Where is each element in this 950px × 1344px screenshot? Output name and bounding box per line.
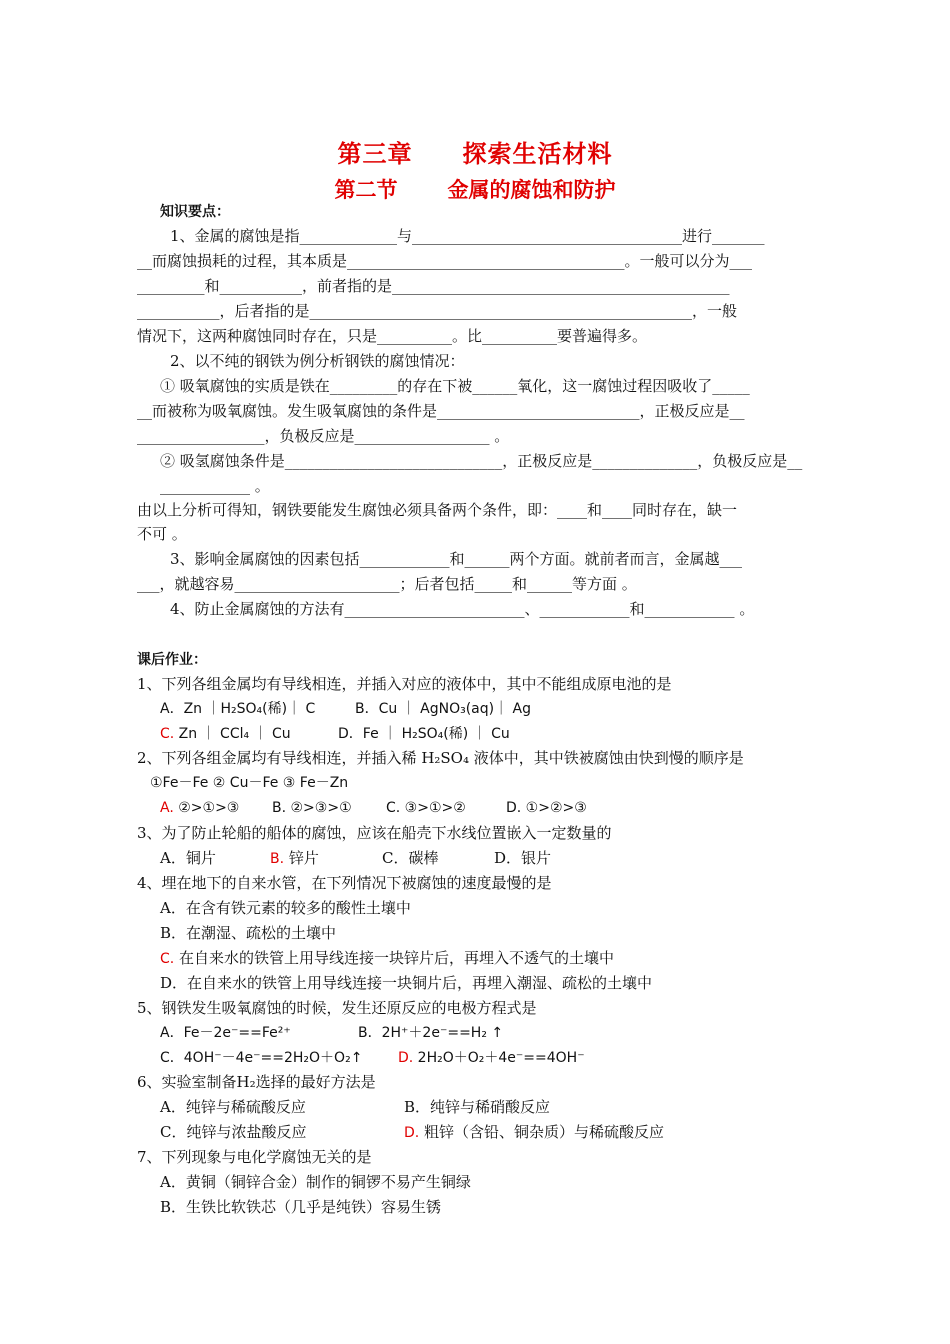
- knowledge-line: ____________ 。: [160, 477, 270, 495]
- knowledge-line: 情况下，这两种腐蚀同时存在，只是__________。比__________要普遍得多。: [137, 327, 648, 345]
- question-1-options-row2: [160, 722, 835, 747]
- chapter-name: 探索生活材料: [462, 140, 613, 168]
- knowledge-line: 3、影响金属腐蚀的因素包括____________和______两个方面。就前者而言，金属越___: [170, 550, 743, 568]
- knowledge-line: 不可 。: [137, 525, 187, 543]
- knowledge-line: 由以上分析可得知，钢铁要能发生腐蚀必须具备两个条件，即：____和____同时存在，缺一: [137, 501, 738, 519]
- question-2-options: [160, 796, 835, 821]
- question-1-stem: 1、下列各组金属均有导线相连，并插入对应的液体中，其中不能组成原电池的是: [137, 675, 672, 693]
- option-d: D．银片: [494, 849, 552, 867]
- section-name: 金属的腐蚀和防护: [447, 178, 616, 202]
- option-d-letter: D.: [404, 1125, 420, 1141]
- option-c: C．4OH⁻－4e⁻==2H₂O＋O₂↑: [160, 1050, 363, 1066]
- chapter-number: 第三章: [337, 140, 413, 168]
- knowledge-line: __而被称为吸氧腐蚀。发生吸氧腐蚀的条件是___________________________，正极反应是__: [137, 402, 745, 420]
- knowledge-line: ___，就越容易______________________；后者包括_____和______等方面 。: [137, 575, 637, 593]
- homework-heading: 课后作业：: [137, 652, 207, 668]
- option-a: ②>①>③: [173, 800, 240, 816]
- option-a: A．黄铜（铜锌合金）制作的铜锣不易产生铜绿: [160, 1173, 471, 1191]
- question-3-stem: 3、为了防止轮船的船体的腐蚀，应该在船壳下水线位置嵌入一定数量的: [137, 824, 612, 842]
- knowledge-line: _________________，负极反应是__________________ 。: [137, 427, 510, 445]
- question-2-items: ①Fe－Fe ② Cu－Fe ③ Fe－Zn: [150, 775, 349, 791]
- option-a-letter: A.: [160, 800, 174, 816]
- option-d: 粗锌（含铅、铜杂质）与稀硫酸反应: [419, 1123, 665, 1141]
- knowledge-line: __而腐蚀损耗的过程，其本质是_____________________________________。一般可以分为___: [137, 252, 753, 270]
- option-c: 在自来水的铁管上用导线连接一块锌片后，再埋入不透气的土壤中: [174, 949, 615, 967]
- option-d: D. ①>②>③: [506, 800, 587, 816]
- option-d-letter: D.: [398, 1050, 414, 1066]
- chapter-title: [0, 134, 950, 169]
- question-7-stem: 7、下列现象与电化学腐蚀无关的是: [137, 1148, 372, 1166]
- knowledge-line: ① 吸氧腐蚀的实质是铁在_________的存在下被______氧化，这一腐蚀过程因吸收了_____: [160, 377, 750, 395]
- question-5-options-row1: [160, 1021, 835, 1046]
- question-4-stem: 4、埋在地下的自来水管，在下列情况下被腐蚀的速度最慢的是: [137, 874, 552, 892]
- knowledge-line: _________和___________，前者指的是_____________________________________________: [137, 277, 730, 295]
- section-number: 第二节: [334, 178, 398, 202]
- question-1-options-row1: [160, 697, 835, 722]
- knowledge-line: 2、以不纯的钢铁为例分析钢铁的腐蚀情况：: [170, 352, 465, 370]
- knowledge-line: ② 吸氢腐蚀条件是_____________________________，正极反应是______________，负极反应是__: [160, 452, 803, 470]
- knowledge-line: 4、防止金属腐蚀的方法有________________________、____________和____________ 。: [170, 600, 755, 618]
- option-b: B．2H⁺＋2e⁻==H₂ ↑: [358, 1025, 504, 1041]
- option-a: A．在含有铁元素的较多的酸性土壤中: [160, 899, 411, 917]
- question-6-options-row1: [160, 1095, 835, 1120]
- option-c-row: [160, 946, 835, 972]
- option-d: D．在自来水的铁管上用导线连接一块铜片后，再埋入潮湿、疏松的土壤中: [160, 974, 653, 992]
- knowledge-line: ___________，后者指的是___________________________________________________，一般: [137, 302, 738, 320]
- knowledge-line: 1、金属的腐蚀是指_____________与____________________________________进行_______: [170, 227, 765, 245]
- option-c-letter: C.: [160, 951, 175, 967]
- question-6-options-row2: [160, 1120, 835, 1146]
- option-b: B．在潮湿、疏松的土壤中: [160, 924, 337, 942]
- option-d: D．Fe ｜ H₂SO₄(稀) ｜ Cu: [338, 726, 510, 742]
- knowledge-heading: 知识要点：: [160, 204, 230, 220]
- question-5-stem: 5、钢铁发生吸氧腐蚀的时候，发生还原反应的电极方程式是: [137, 999, 537, 1017]
- option-c: C．纯锌与浓盐酸反应: [160, 1123, 307, 1141]
- question-2-stem: 2、下列各组金属均有导线相连，并插入稀 H₂SO₄ 液体中，其中铁被腐蚀由快到慢的顺序是: [137, 749, 744, 767]
- question-6-stem: 6、实验室制备H₂选择的最好方法是: [137, 1073, 376, 1091]
- option-b: 锌片: [284, 849, 319, 867]
- option-c: C．碳棒: [382, 849, 439, 867]
- option-b: B．Cu ｜ AgNO₃(aq)｜ Ag: [355, 701, 532, 717]
- option-c-letter: C.: [160, 726, 175, 742]
- option-b: B．生铁比软铁芯（几乎是纯铁）容易生锈: [160, 1198, 442, 1216]
- option-a: A．纯锌与稀硫酸反应: [160, 1098, 306, 1116]
- option-a: A．Zn ｜H₂SO₄(稀)｜ C: [160, 701, 316, 717]
- option-d: 2H₂O＋O₂＋4e⁻==4OH⁻: [413, 1050, 585, 1066]
- question-3-options: [160, 846, 835, 872]
- option-c: Zn ｜ CCl₄ ｜ Cu: [174, 726, 291, 742]
- option-a: A．Fe－2e⁻==Fe²⁺: [160, 1025, 291, 1041]
- option-b: B．纯锌与稀硝酸反应: [404, 1098, 551, 1116]
- option-c: C. ③>①>②: [386, 800, 466, 816]
- question-5-options-row2: [160, 1046, 835, 1071]
- option-a: A．铜片: [160, 849, 216, 867]
- option-b: B. ②>③>①: [272, 800, 352, 816]
- option-b-letter: B.: [270, 851, 285, 867]
